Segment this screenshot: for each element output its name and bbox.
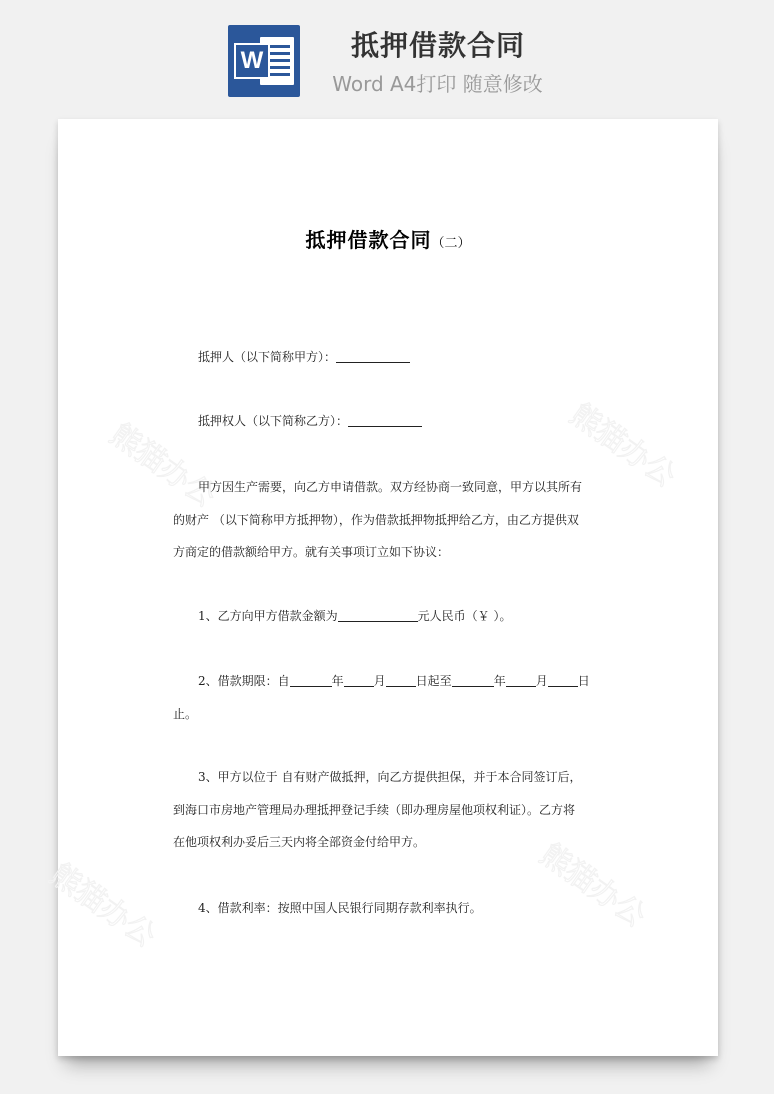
watermark-text: 熊猫办公: [533, 836, 652, 935]
clause-2-text: 年: [331, 674, 344, 688]
clause-3-line: 3、甲方以位于 自有财产做抵押，向乙方提供担保，并于本合同签订后，: [198, 770, 582, 784]
mortgagee-line: [198, 413, 422, 429]
clause-2-text: 2、借款期限：自: [198, 674, 290, 688]
watermark-text: 熊猫办公: [563, 396, 682, 495]
intro-line: 甲方因生产需要，向乙方申请借款。双方经协商一致同意，甲方以其所有: [198, 480, 583, 494]
mortgagor-blank[interactable]: [336, 350, 410, 363]
clause-2-text: 日起至: [415, 674, 452, 688]
clause-3-line: 到海口市房地产管理局办理抵押登记手续（即办理房屋他项权利证）。乙方将: [173, 803, 576, 817]
clause-4: 4、借款利率：按照中国人民银行同期存款利率执行。: [198, 901, 482, 915]
clause-2-cont: 止。: [173, 707, 198, 721]
mortgagee-blank[interactable]: [348, 414, 422, 427]
clause-1: [198, 608, 511, 624]
document-page: [43, 119, 718, 1056]
clause-2-text: 年: [493, 674, 506, 688]
banner-subtitle: Word A4打印 随意修改: [332, 72, 543, 96]
watermark-text: 熊猫办公: [103, 416, 222, 515]
mortgagor-label: 抵押人（以下简称甲方）：: [198, 350, 337, 364]
intro-line: 的财产 （以下简称甲方抵押物），作为借款抵押物抵押给乙方，由乙方提供双: [173, 513, 579, 527]
mortgagor-line: [198, 349, 410, 365]
clause-2-text: 月: [535, 674, 548, 688]
mortgagee-label: 抵押权人（以下简称乙方）：: [198, 414, 349, 428]
start-year-blank[interactable]: [290, 674, 332, 687]
word-icon-letter: W: [234, 43, 270, 79]
start-month-blank[interactable]: [344, 674, 374, 687]
document-title-main: 抵押借款合同: [305, 228, 432, 252]
end-month-blank[interactable]: [506, 674, 536, 687]
word-document-icon: [228, 25, 300, 97]
clause-1-text: 元人民币（￥ ）。: [417, 609, 512, 623]
intro-line: 方商定的借款额给甲方。就有关事项订立如下协议：: [173, 545, 450, 559]
clause-1-text: 1、乙方向甲方借款金额为: [198, 609, 338, 623]
clause-3-line: 在他项权利办妥后三天内将全部资金付给甲方。: [173, 835, 426, 849]
header-banner: [0, 0, 774, 110]
watermark-text: 熊猫办公: [43, 856, 162, 955]
end-day-blank[interactable]: [548, 674, 578, 687]
loan-amount-blank[interactable]: [338, 609, 418, 622]
clause-2-text: 月: [373, 674, 386, 688]
document-title-suffix: （二）: [431, 236, 471, 251]
document-title: [58, 225, 718, 259]
clause-2: [198, 673, 590, 689]
end-year-blank[interactable]: [452, 674, 494, 687]
start-day-blank[interactable]: [386, 674, 416, 687]
clause-2-text: 日: [577, 674, 590, 688]
banner-title: 抵押借款合同: [350, 29, 525, 62]
